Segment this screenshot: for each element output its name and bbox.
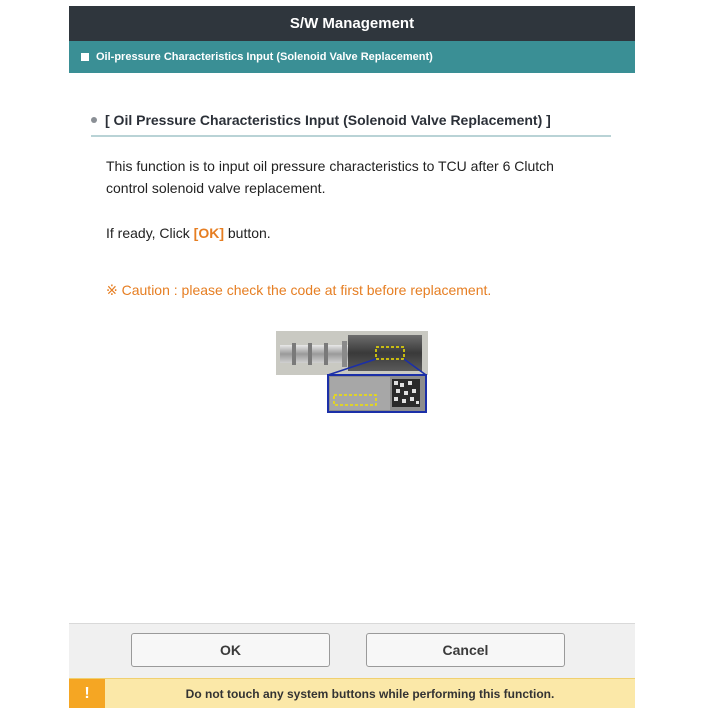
sw-management-window: [69, 6, 635, 707]
window-title-bar: [69, 6, 635, 41]
warning-banner: [69, 678, 635, 708]
solenoid-valve-image: [276, 331, 428, 413]
cancel-button[interactable]: Cancel: [366, 633, 565, 667]
warning-text: Do not touch any system buttons while performing this function.: [185, 686, 555, 701]
section-heading: [91, 105, 611, 137]
function-title-bar: [69, 41, 635, 73]
ready-suffix: button.: [223, 225, 271, 241]
ready-prefix: If ready, Click: [106, 225, 194, 241]
ready-instruction: [106, 222, 271, 244]
caution-text: ※ Caution : please check the code at first before replacement.: [106, 282, 492, 298]
window-title: S/W Management: [289, 15, 415, 32]
content-area: [69, 73, 635, 623]
ready-ok-highlight: [OK]: [193, 225, 224, 241]
ok-button[interactable]: OK: [131, 633, 330, 667]
function-title: Oil-pressure Characteristics Input (Solenoid Valve Replacement): [96, 51, 433, 63]
bullet-dot-icon: [91, 117, 97, 123]
description-text: This function is to input oil pressure characteristics to TCU after 6 Clutch control solenoid valve replacement.: [106, 158, 554, 196]
button-bar: [69, 623, 635, 679]
warning-icon: !: [69, 679, 105, 708]
section-heading-text: [ Oil Pressure Characteristics Input (Solenoid Valve Replacement) ]: [105, 112, 551, 128]
square-bullet-icon: [81, 53, 89, 61]
